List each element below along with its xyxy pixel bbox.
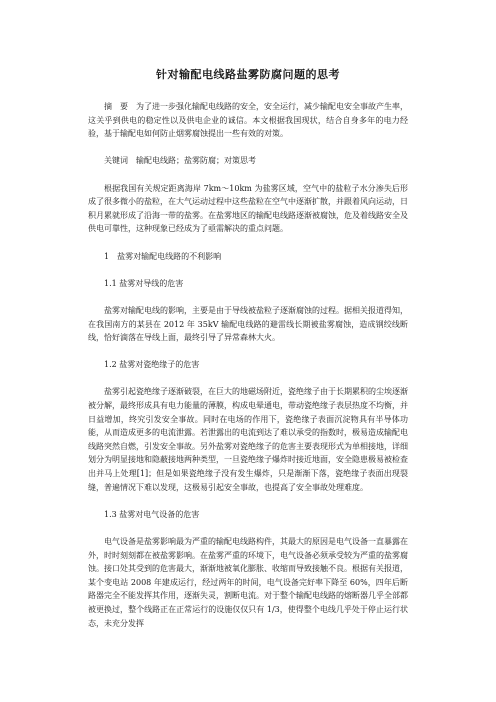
abstract: 摘 要 为了进一步强化输配电线路的安全，安全运行，减少输配电安全事故产生率，这关乎到供电的稳定性以及供电企业的诚信。本文根据我国现状，结合自身多年的电力经验，基于输配电如何防止烟雾腐蚀提出一些有效的对策。 [88, 102, 408, 139]
paper-title: 针对输配电线路盐雾防腐问题的思考 [156, 68, 340, 81]
subsection-heading: 1.2 盐雾对瓷绝缘子的危害 [104, 360, 200, 370]
spacer [88, 236, 408, 250]
spacer [88, 290, 408, 304]
spacer [88, 168, 408, 182]
subsection-heading: 1.3 盐雾对电气设备的危害 [104, 509, 200, 519]
subsection-heading: 1.1 盐雾对导线的危害 [104, 278, 184, 288]
keywords: 关键词 输配电线路；盐雾防腐；对策思考 [104, 156, 256, 166]
spacer [88, 141, 408, 155]
spacer [88, 521, 408, 535]
spacer [88, 372, 408, 386]
spacer [88, 345, 408, 359]
body-paragraph: 盐雾引起瓷绝缘子逐渐破裂，在巨大的地磁场附近，瓷绝缘子由于长期累积的尘埃逐渐被分解，最终形成具有电力能量的薄膜，构成电晕通电，带动瓷绝缘子表层热度不均衡，并日益增加，终究引发安全事故。同时在电场的作用下，瓷绝缘子表面沉淀物具有半导体功能，从而造成更多的电流泄露。若泄露出的电流到达了难以承受的指数时，极易造成输配电线路突然自燃，引发安全事故。另外盐雾对瓷绝缘子的危害主要表现形式为单相接地，详细划分为明显接地和隐蔽接地两种类型，一旦瓷绝缘子爆炸时接近地面，安全隐患极易被检查出并马上处理[1]；但是如果瓷绝缘子没有发生爆炸，只是渐渐下落，瓷绝缘子表面出现裂缝，普遍情况下难以发现，这极易引起安全事故，也提高了安全事故处理难度。 [88, 387, 408, 492]
intro-paragraph: 根据我国有关规定距离海岸 7km～10km 为盐雾区域，空气中的盐粒子水分渗失后形成了很多微小的盐粒，在大气运动过程中这些盐粒在空气中逐渐扩散，并跟着风向运动，日积月累就形成了沿海一带的盐雾。在盐雾地区的输配电线路逐渐被腐蚀，危及着线路安全及供电可靠性，这种现象已经成为了亟需解决的重点问题。 [88, 183, 408, 234]
body-paragraph: 盐雾对输配电线的影响，主要是由于导线被盐粒子逐渐腐蚀的过程。据相关报道得知，在我国南方的某县在 2012 年 35kV 输配电线路的避雷线长期被盐雾腐蚀，造成钢绞线断线，恰好滴落在导线上面，最终引导了异常森林大火。 [88, 305, 408, 343]
body-paragraph: 电气设备是盐雾影响最为严重的输配电线路构件，其最大的原因是电气设备一直暴露在外，时时刻刻都在被盐雾影响。在盐雾严重的环境下，电气设备必须承受较为严重的盐雾腐蚀。接口处其受到的危害最大，渐渐地被氧化膨胀、收缩而导致接触不良。根据有关报道，某个变电站 2008 年建成运行，经过两年的时间，电气设备完好率下降至 60%，四年后断路器完全不能发挥其作用，逐渐失灵，割断电流。对于整个输配电线路的熔断器几乎全部都被更换过，整个线路正在正常运行的设施仅仅只有 1/3，使得整个电线几乎处于停止运行状态，未充分发挥 [88, 537, 408, 628]
section-heading: 1 盐雾对输配电线路的不利影响 [104, 251, 222, 261]
spacer [88, 494, 408, 508]
spacer [88, 263, 408, 277]
